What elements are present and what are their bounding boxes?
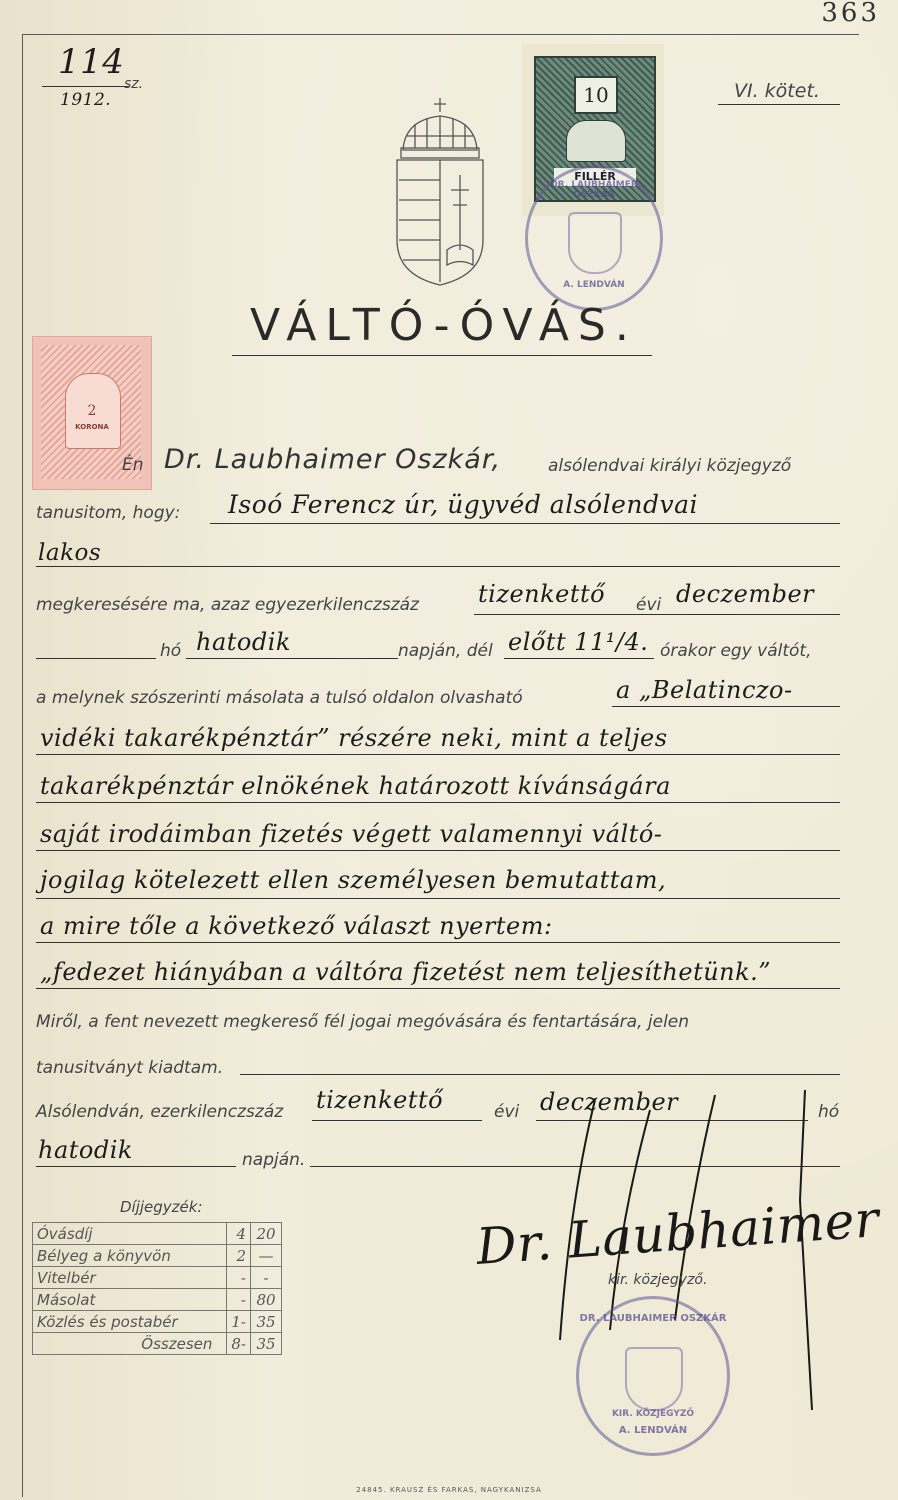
hw-time: előtt 11¹/4. xyxy=(508,628,649,656)
fee-filler: 35 xyxy=(251,1311,282,1333)
rule-line-10 xyxy=(36,898,840,899)
crown-icon xyxy=(566,120,626,162)
fee-korona: 2 xyxy=(227,1245,251,1267)
fee-total-korona: 8- xyxy=(227,1333,251,1355)
volume-label: VI. kötet. xyxy=(734,80,820,102)
stamp-left-unit: KORONA xyxy=(75,423,109,431)
fee-total-label: Összesen xyxy=(33,1333,227,1355)
registration-year: 1912. xyxy=(60,90,112,110)
printer-footer: 24845. KRAUSZ ÉS FARKAS, NAGYKANIZSA xyxy=(356,1486,542,1494)
stamp-left-value: 2 xyxy=(87,403,97,419)
fee-korona: 4 xyxy=(227,1223,251,1245)
rule-line-12 xyxy=(36,988,840,989)
rule-line-5a xyxy=(36,658,156,659)
text-alsolendvan: Alsólendván, ezerkilenczszáz xyxy=(36,1102,284,1122)
fee-total-filler: 35 xyxy=(251,1333,282,1355)
rule-line-5b xyxy=(186,658,398,659)
hw-month: deczember xyxy=(676,580,815,608)
fees-heading: Díjjegyzék: xyxy=(120,1198,203,1216)
rule-line-14a xyxy=(312,1120,482,1121)
rule-line-3 xyxy=(36,566,840,567)
fee-korona: - xyxy=(227,1289,251,1311)
page-number: 363 xyxy=(821,0,880,28)
fee-table xyxy=(32,1222,282,1355)
text-ho: hó xyxy=(160,641,182,661)
hw-body-5: jogilag kötelezett ellen személyesen bemutattam, xyxy=(40,866,667,894)
notary-seal-bottom xyxy=(576,1296,730,1456)
hw-month-2: deczember xyxy=(540,1088,679,1116)
fee-row xyxy=(33,1267,282,1289)
rule-line-15a xyxy=(36,1166,236,1167)
stamp-value: 10 xyxy=(574,76,618,114)
hw-day-2: hatodik xyxy=(38,1136,133,1164)
text-evi-2: évi xyxy=(494,1102,520,1122)
hw-requester: Isoó Ferencz úr, ügyvéd alsólendvai xyxy=(228,490,698,519)
hw-year-2: tizenkettő xyxy=(316,1086,444,1114)
hw-lakos: lakos xyxy=(38,540,102,566)
rule-line-13 xyxy=(240,1074,840,1075)
text-tanusitom: tanusitom, hogy: xyxy=(36,503,181,523)
fee-row xyxy=(33,1223,282,1245)
fee-label: Óvásdíj xyxy=(33,1223,227,1245)
seal-bottom-arms-icon xyxy=(625,1347,683,1411)
fee-filler: 80 xyxy=(251,1289,282,1311)
hw-body-7: „fedezet hiányában a váltóra fizetést nem teljesíthetünk.” xyxy=(40,958,772,986)
seal-bottom-sub: KIR. KÖZJEGYZŐ xyxy=(611,1409,695,1419)
seal-bottom-place: A. LENDVÁN xyxy=(618,1425,688,1436)
hw-year: tizenkettő xyxy=(478,580,606,608)
hw-body-3: takarékpénztár elnökének határozott kívánságára xyxy=(40,772,671,800)
text-en: Én xyxy=(122,455,144,475)
fee-label: Bélyeg a könyvön xyxy=(33,1245,227,1267)
signature-title: kir. közjegyző. xyxy=(608,1272,708,1288)
text-napjan-del: napján, dél xyxy=(398,641,493,661)
seal-place: A. LENDVÁN xyxy=(563,280,625,290)
text-orakor: órakor egy váltót, xyxy=(660,641,812,661)
hw-day: hatodik xyxy=(196,628,291,656)
hw-body-1: a „Belatinczo- xyxy=(616,676,793,704)
coat-of-arms-icon xyxy=(385,90,495,290)
notary-seal-top xyxy=(525,165,663,311)
hw-body-2: vidéki takarékpénztár” részére neki, mint a teljes xyxy=(40,724,668,752)
registration-abbr: sz. xyxy=(124,76,144,92)
text-ho-2: hó xyxy=(818,1102,840,1122)
text-napjan-2: napján. xyxy=(242,1150,306,1170)
text-megkeresesere: megkeresésére ma, azaz egyezerkilenczszáz xyxy=(36,595,419,615)
text-evi: évi xyxy=(636,595,662,615)
text-tanusitvanyt: tanusitványt kiadtam. xyxy=(36,1058,224,1078)
rule-line-9 xyxy=(36,850,840,851)
volume-line xyxy=(718,104,840,105)
fee-label: Vitelbér xyxy=(33,1267,227,1289)
rule-line-2 xyxy=(210,523,840,524)
hw-body-6: a mire tőle a következő választ nyertem: xyxy=(40,912,553,940)
seal-arms-icon xyxy=(568,212,622,274)
seal-bottom-text: DR. LAUBHAIMER OSZKÁR xyxy=(579,1313,727,1324)
notary-name: Dr. Laubhaimer Oszkár, xyxy=(164,444,502,475)
registration-line xyxy=(42,86,130,87)
fee-row xyxy=(33,1289,282,1311)
fee-label: Közlés és postabér xyxy=(33,1311,227,1333)
text-melynek: a melynek szószerinti másolata a tulsó oldalon olvasható xyxy=(36,688,523,708)
rule-line-6 xyxy=(612,706,840,707)
rule-line-11 xyxy=(36,942,840,943)
notary-signature: Dr. Laubhaimer xyxy=(474,1190,881,1276)
title-underline xyxy=(232,355,652,356)
rule-line-4 xyxy=(474,614,840,615)
fee-korona: 1- xyxy=(227,1311,251,1333)
text-mirol: Miről, a fent nevezett megkereső fél jogai megóvására és fentartására, jelen xyxy=(36,1012,690,1032)
notary-office: alsólendvai királyi közjegyző xyxy=(548,456,792,476)
fee-total-row xyxy=(33,1333,282,1355)
stamp-unit: FILLÉR xyxy=(554,168,636,186)
rule-line-5c xyxy=(504,658,654,659)
fee-filler: 20 xyxy=(251,1223,282,1245)
fee-filler: — xyxy=(251,1245,282,1267)
fee-row xyxy=(33,1311,282,1333)
rule-line-8 xyxy=(36,802,840,803)
registration-number: 114 xyxy=(58,42,125,82)
fee-row xyxy=(33,1245,282,1267)
fee-korona: - xyxy=(227,1267,251,1289)
fee-label: Másolat xyxy=(33,1289,227,1311)
fee-filler: - xyxy=(251,1267,282,1289)
document-title: VÁLTÓ-ÓVÁS. xyxy=(250,300,638,351)
seal-text: DR. LAUBHAIMER OSZKÁR xyxy=(550,180,638,200)
hw-body-4: saját irodáimban fizetés végett valamennyi váltó- xyxy=(40,820,663,848)
rule-line-7 xyxy=(36,754,840,755)
